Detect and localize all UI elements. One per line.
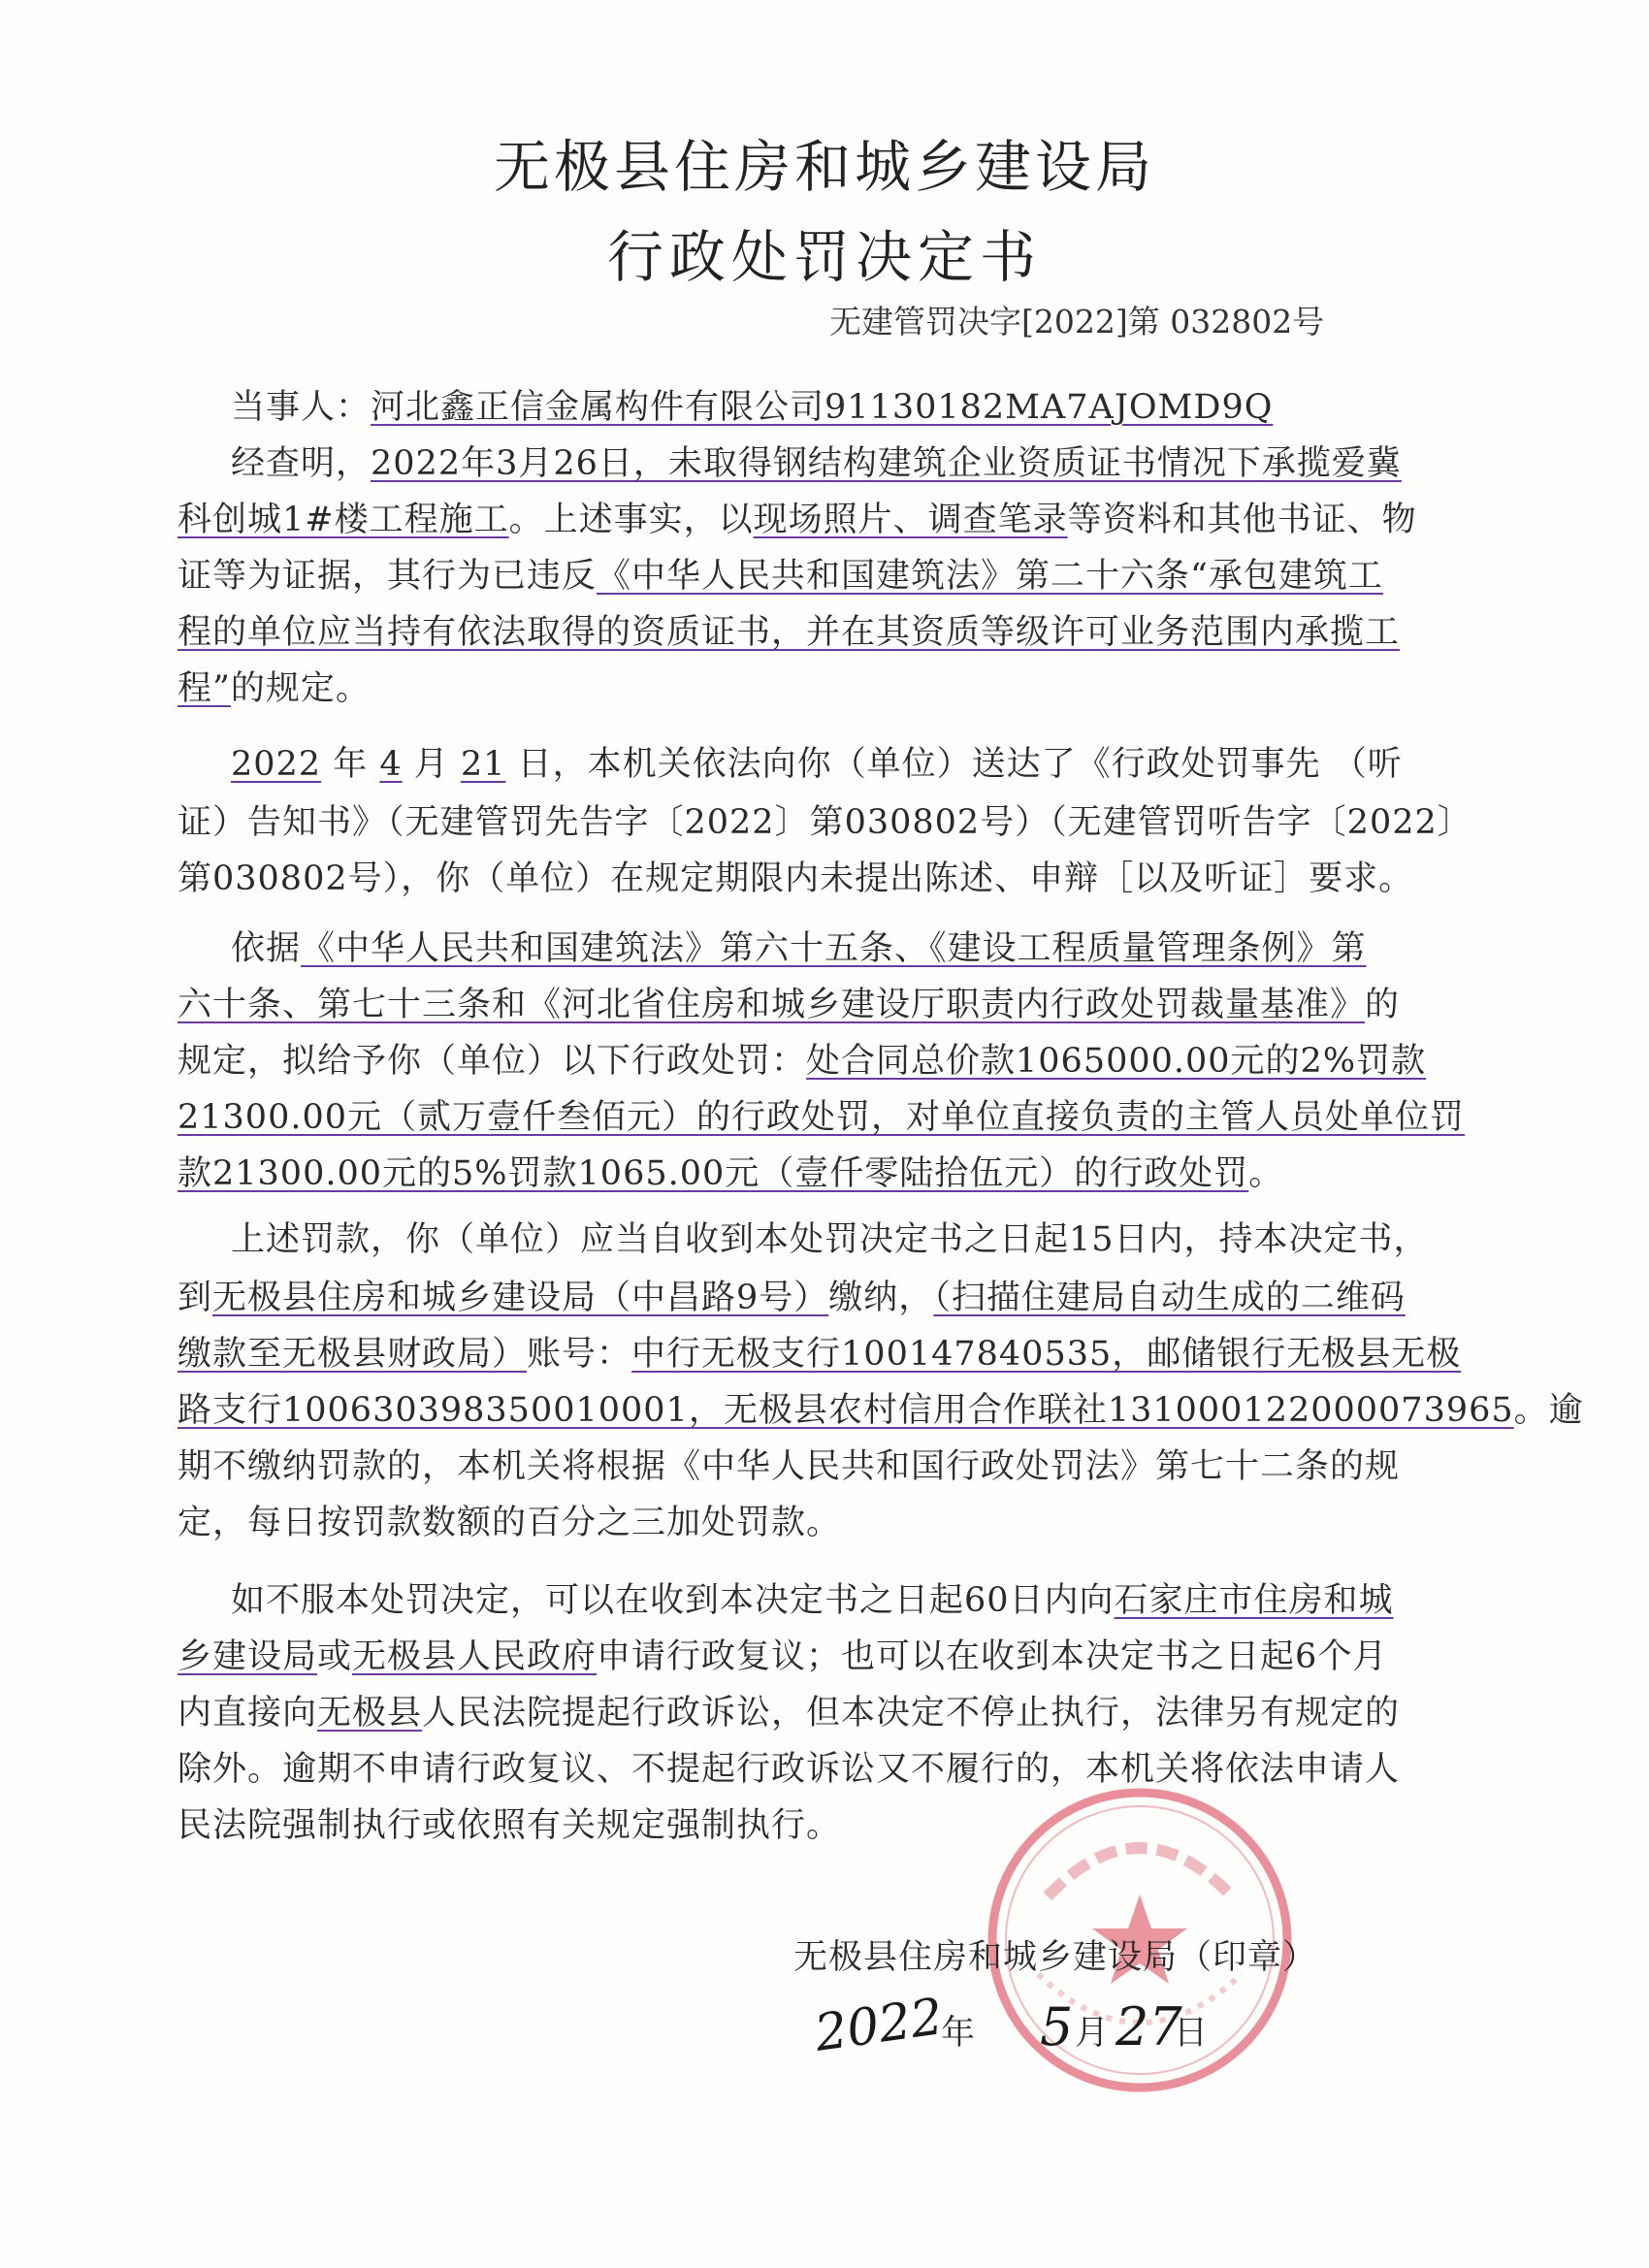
law-citation: 程的单位应当持有依法取得的资质证书，并在其资质等级许可业务范围内承揽工 xyxy=(178,613,1401,652)
law-citation: 程” xyxy=(178,669,231,708)
fact-text: 经查明， xyxy=(231,444,372,483)
payment-text: 。逾 xyxy=(1513,1391,1584,1430)
payment-line-5: 期不缴纳罚款的，本机关将根据《中华人民共和国行政处罚法》第七十二条的规 xyxy=(178,1447,1401,1486)
appeal-line-3 xyxy=(178,1692,1400,1734)
penalty-amount: 款21300.00元的5%罚款1065.00元（壹仟零陆拾伍元）的行政处罚 xyxy=(178,1154,1249,1193)
penalty-line-4 xyxy=(178,1096,1465,1139)
appeal-line-5: 民法院强制执行或依照有关规定强制执行。 xyxy=(178,1806,842,1845)
penalty-text: 规定，拟给予你（单位）以下行政处罚： xyxy=(178,1042,807,1081)
notice-line-3: 第030802号），你（单位）在规定期限内未提出陈述、申辩［以及听证］要求。 xyxy=(178,859,1414,898)
fact-text: 的规定。 xyxy=(230,669,371,708)
review-authority: 无极县人民政府 xyxy=(352,1637,598,1676)
notice-line-2: 证）告知书》（无建管罚先告字〔2022〕第030802号）（无建管罚听告字〔2022〕 xyxy=(178,803,1472,842)
date-year-label: 年 xyxy=(941,2014,976,2053)
date-day-label: 日 xyxy=(1174,2014,1209,2053)
notice-year: 2022 xyxy=(231,745,322,784)
date-month-handwritten: 5 xyxy=(1040,1996,1074,2057)
fact-text: 证等为证据，其行为已违反 xyxy=(178,557,598,596)
appeal-line-2 xyxy=(178,1636,1387,1678)
document-title-issuer: 无极县住房和城乡建设局 xyxy=(493,134,1155,200)
evidence-underlined: 现场照片、调查笔录 xyxy=(753,501,1068,539)
payment-text: 账号： xyxy=(527,1335,632,1374)
penalty-amount: 21300.00元（贰万壹仟叁佰元）的行政处罚，对单位直接负责的主管人员处单位罚 xyxy=(178,1098,1466,1137)
fact-line-2 xyxy=(178,499,1417,541)
payment-line-2 xyxy=(178,1277,1406,1319)
appeal-text: 人民法院提起行政诉讼，但本决定不停止执行，法律另有规定的 xyxy=(422,1694,1401,1733)
document-number: 无建管罚决字[2022]第 032802号 xyxy=(829,303,1325,340)
appeal-text: 申请行政复议；也可以在收到本决定书之日起6个月 xyxy=(597,1637,1388,1676)
appeal-line-1 xyxy=(231,1579,1394,1622)
penalty-line-5 xyxy=(178,1152,1283,1195)
date-year-handwritten: 2022 xyxy=(811,1988,947,2063)
appeal-text: 如不服本处罚决定，可以在收到本决定书之日起60日内向 xyxy=(231,1581,1115,1620)
review-authority: 乡建设局 xyxy=(178,1637,318,1676)
notice-text: 年 xyxy=(321,745,380,784)
document-title-type: 行政处罚决定书 xyxy=(606,224,1042,290)
payment-text: 缴纳， xyxy=(828,1279,934,1317)
penalty-text: 的 xyxy=(1365,986,1401,1024)
penalty-text: 依据 xyxy=(231,929,302,968)
fact-text: 。上述事实，以 xyxy=(508,501,754,539)
court-name: 无极县 xyxy=(317,1694,423,1733)
fact-text: 等资料和其他书证、物 xyxy=(1067,501,1417,539)
party-line xyxy=(231,386,1273,429)
appeal-text: 内直接向 xyxy=(178,1694,318,1733)
date-month-label: 月 xyxy=(1075,2014,1110,2053)
notice-month: 4 xyxy=(379,745,403,784)
fact-line-1 xyxy=(231,442,1402,485)
party-label: 当事人： xyxy=(231,388,372,427)
payment-qr-note: （扫描住建局自动生成的二维码 xyxy=(933,1279,1406,1317)
date-day-handwritten: 27 xyxy=(1116,1996,1182,2057)
law-citation: 《中华人民共和国建筑法》第二十六条“承包建筑工 xyxy=(597,557,1383,596)
fact-line-3 xyxy=(178,555,1383,598)
fact-line-4 xyxy=(178,611,1400,654)
penalty-line-2 xyxy=(178,984,1400,1026)
project-name: 科创城1#楼工程施工 xyxy=(178,501,509,539)
payment-text: 到 xyxy=(178,1279,213,1317)
review-authority: 石家庄市住房和城 xyxy=(1114,1581,1394,1620)
notice-text: 日，本机关依法向你（单位）送达了《行政处罚事先 （听 xyxy=(505,745,1403,784)
fact-line-5 xyxy=(178,667,371,710)
payment-office: 无极县住房和城乡建设局（中昌路9号） xyxy=(212,1279,829,1317)
appeal-line-4: 除外。逾期不申请行政复议、不提起行政诉讼又不履行的，本机关将依法申请人 xyxy=(178,1750,1401,1789)
bank-accounts: 路支行100630398350010001，无极县农村信用合作联社131000122000073965 xyxy=(178,1391,1514,1430)
payment-line-3 xyxy=(178,1333,1461,1376)
fact-date-underlined: 2022年3月26日，未取得钢结构建筑企业资质证书情况下承揽爱冀 xyxy=(371,444,1402,483)
issuer-signature-line: 无极县住房和城乡建设局（印章） xyxy=(793,1938,1318,1977)
penalty-basis: 《中华人民共和国建筑法》第六十五条、《建设工程质量管理条例》第 xyxy=(301,929,1367,968)
payment-line-6: 定，每日按罚款数额的百分之三加处罚款。 xyxy=(178,1504,842,1542)
notice-line-1 xyxy=(231,743,1403,786)
payment-line-4 xyxy=(178,1389,1584,1432)
penalty-basis: 六十条、第七十三条和《河北省住房和城乡建设厅职责内行政处罚裁量基准》 xyxy=(178,986,1366,1024)
penalty-amount: 处合同总价款1065000.00元的2%罚款 xyxy=(806,1042,1427,1081)
notice-day: 21 xyxy=(460,745,506,784)
penalty-text: 。 xyxy=(1248,1154,1284,1193)
party-name: 河北鑫正信金属构件有限公司91130182MA7AJOMD9Q xyxy=(371,388,1274,427)
bank-accounts: 中行无极支行100147840535，邮储银行无极县无极 xyxy=(631,1335,1462,1374)
payment-qr-note: 缴款至无极县财政局） xyxy=(178,1335,528,1374)
penalty-line-1 xyxy=(231,927,1367,970)
notice-text: 月 xyxy=(402,745,461,784)
penalty-line-3 xyxy=(178,1040,1426,1083)
payment-line-1: 上述罚款，你（单位）应当自收到本处罚决定书之日起15日内，持本决定书， xyxy=(231,1220,1429,1259)
appeal-text: 或 xyxy=(317,1637,353,1676)
